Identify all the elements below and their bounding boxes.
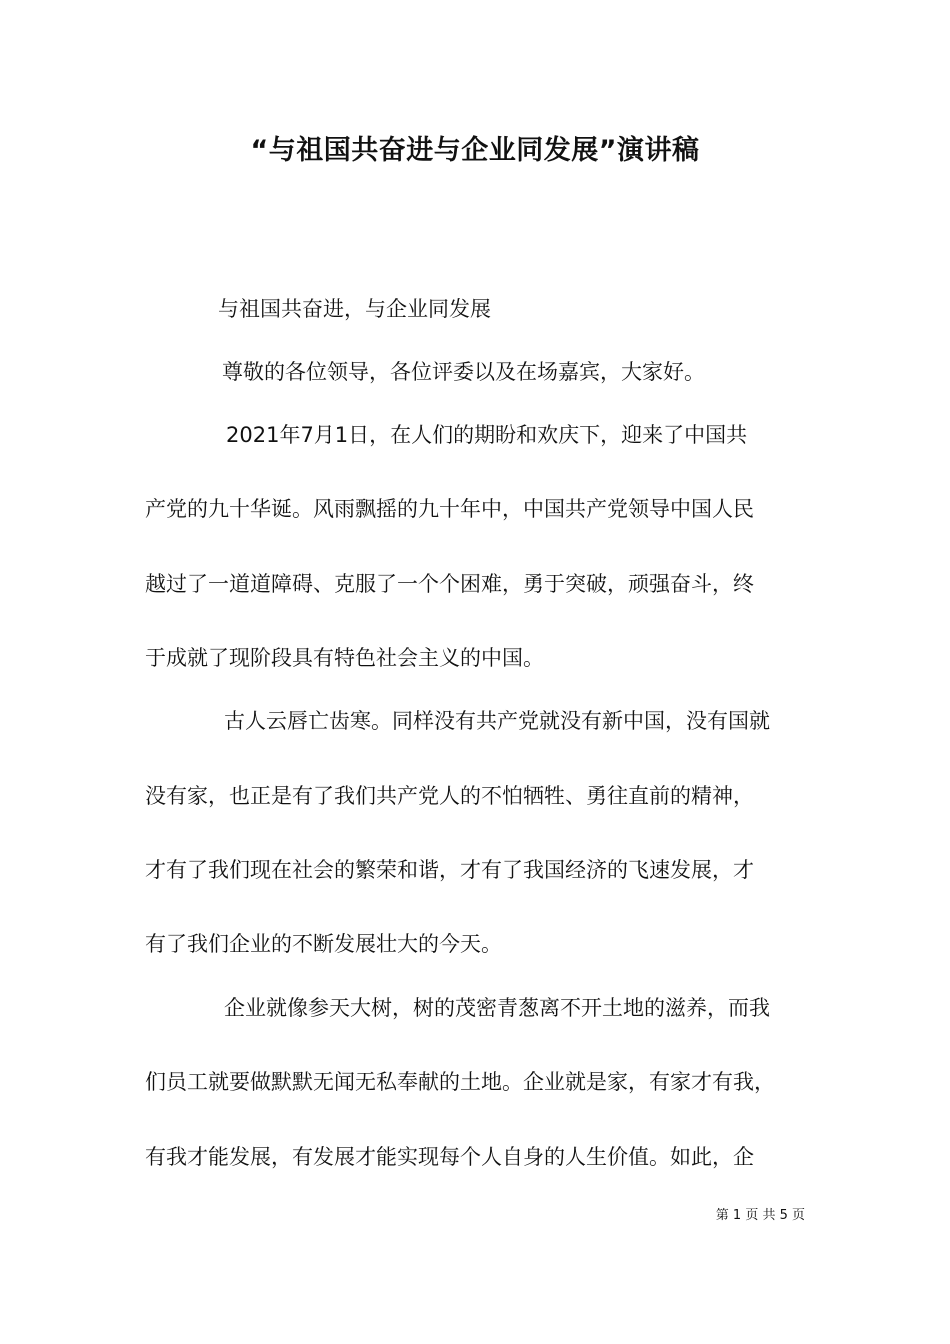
document-title: “与祖国共奋进与企业同发展”演讲稿 (250, 135, 700, 166)
paragraph-3-line-3: 有我才能发展，有发展才能实现每个人自身的人生价值。如此，企 (145, 1145, 754, 1169)
paragraph-1-line-1: 2021年7月1日，在人们的期盼和欢庆下，迎来了中国共 (226, 423, 748, 447)
page-number-footer: 第 1 页 共 5 页 (715, 1208, 805, 1223)
paragraph-2-line-1: 古人云唇亡齿寒。同样没有共产党就没有新中国，没有国就 (224, 709, 770, 733)
paragraph-2-line-4: 有了我们企业的不断发展壮大的今天。 (145, 932, 502, 956)
paragraph-1-line-3: 越过了一道道障碍、克服了一个个困难，勇于突破，顽强奋斗，终 (145, 572, 754, 596)
greeting-line: 尊敬的各位领导，各位评委以及在场嘉宾，大家好。 (222, 360, 705, 384)
paragraph-3-line-1: 企业就像参天大树，树的茂密青葱离不开土地的滋养，而我 (224, 996, 770, 1020)
paragraph-3-line-2: 们员工就要做默默无闻无私奉献的土地。企业就是家，有家才有我， (145, 1070, 775, 1094)
paragraph-1-line-2: 产党的九十华诞。风雨飘摇的九十年中，中国共产党领导中国人民 (145, 497, 754, 521)
subtitle-line: 与祖国共奋进，与企业同发展 (218, 297, 491, 321)
paragraph-1-line-4: 于成就了现阶段具有特色社会主义的中国。 (145, 646, 544, 670)
paragraph-2-line-3: 才有了我们现在社会的繁荣和谐，才有了我国经济的飞速发展，才 (145, 858, 754, 882)
paragraph-2-line-2: 没有家，也正是有了我们共产党人的不怕牺牲、勇往直前的精神， (145, 784, 754, 808)
